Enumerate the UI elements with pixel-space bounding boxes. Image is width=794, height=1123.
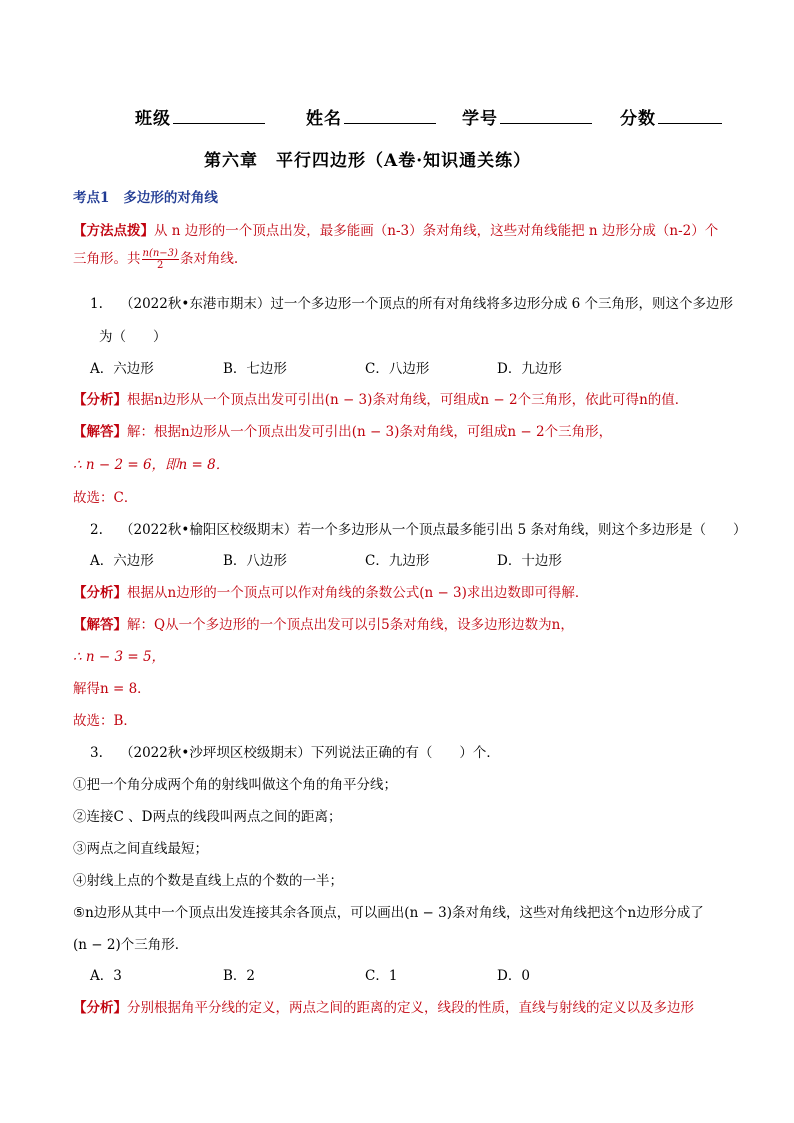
q1-stem-2: 为（ ）	[99, 329, 167, 345]
method-text-2b: 条对角线.	[179, 251, 239, 267]
q3-statement-2: ②连接C 、D两点的线段叫两点之间的距离；	[73, 809, 342, 825]
name-field[interactable]	[306, 104, 436, 129]
keypoint-text: 多边形的对角线	[123, 190, 218, 206]
q1-choice: 故选：C．	[73, 490, 138, 506]
q1-option-c[interactable]: C．八边形	[365, 361, 430, 377]
method-text-2a: 三角形。共	[73, 251, 141, 267]
keypoint-heading	[73, 186, 232, 206]
q3-stem-1: （2022秋•沙坪坝区校级期末）下列说法正确的有（ ）个．	[120, 745, 500, 761]
class-field[interactable]	[135, 104, 265, 129]
q1-option-b[interactable]: B．七边形	[223, 361, 287, 377]
q2-analysis-tag: 【分析】	[73, 585, 127, 601]
q2-stem-line-1	[90, 518, 747, 538]
q2-analysis-text: 根据从n边形的一个顶点可以作对角线的条数公式(n − 3)求出边数即可得解．	[127, 585, 589, 601]
q1-analysis	[73, 388, 688, 408]
q3-analysis-text: 分别根据角平分线的定义，两点之间的距离的定义，线段的性质，直线与射线的定义以及多边形	[127, 1000, 694, 1016]
score-blank[interactable]	[658, 107, 722, 124]
q2-choice: 故选：B．	[73, 713, 137, 729]
q2-stem-1: （2022秋•榆阳区校级期末）若一个多边形从一个顶点最多能引出 5 条对角线，则这个多边形是（ ）	[120, 522, 747, 538]
q3-statement-3: ③两点之间直线最短；	[73, 841, 208, 857]
class-label: 班级	[135, 109, 171, 129]
q3-analysis-tag: 【分析】	[73, 1000, 127, 1016]
q3-statement-5a: ⑤n边形从其中一个顶点出发连接其余各顶点，可以画出(n − 3)条对角线，这些对角线把这个n边形分成了	[73, 905, 704, 921]
number-label: 学号	[462, 109, 498, 129]
score-field[interactable]	[620, 104, 722, 129]
q2-option-d[interactable]: D．十边形	[497, 553, 562, 569]
q1-step-1: ∴ n − 2 = 6，即n = 8．	[73, 457, 230, 473]
q2-answer-text: 解：Q从一个多边形的一个顶点出发可以引5条对角线，设多边形边数为n，	[127, 617, 574, 633]
method-line-2	[73, 247, 238, 271]
q1-answer-tag: 【解答】	[73, 424, 127, 440]
q1-answer	[73, 420, 612, 440]
q3-analysis	[73, 996, 694, 1016]
q3-option-a[interactable]: A．3	[90, 968, 122, 984]
page-title: 第六章 平行四边形（A卷·知识通关练）	[204, 151, 532, 171]
name-blank[interactable]	[344, 107, 436, 124]
q2-answer	[73, 613, 574, 633]
q3-option-b[interactable]: B．2	[223, 968, 256, 984]
q3-stem-line-1	[90, 741, 500, 761]
q2-option-b[interactable]: B．八边形	[223, 553, 287, 569]
score-label: 分数	[620, 109, 656, 129]
keypoint-label: 考点1	[73, 190, 110, 206]
method-text-1: 从 n 边形的一个顶点出发，最多能画（n-3）条对角线，这些对角线能把 n 边形分成（n-2）个	[154, 223, 719, 239]
q1-option-a[interactable]: A．六边形	[90, 361, 154, 377]
q1-answer-text: 解：根据n边形从一个顶点出发可引出(n − 3)条对角线，可组成n − 2个三角形，	[127, 424, 613, 440]
number-blank[interactable]	[500, 107, 592, 124]
q2-option-a[interactable]: A．六边形	[90, 553, 154, 569]
q2-step-2: 解得n = 8．	[73, 681, 151, 697]
q1-stem-1: （2022秋•东港市期末）过一个多边形一个顶点的所有对角线将多边形分成 6 个三角形，则这个多边形	[120, 296, 733, 312]
q3-number: 3.	[90, 745, 103, 761]
q3-option-c[interactable]: C．1	[365, 968, 398, 984]
q3-statement-5b: (n − 2)个三角形．	[73, 937, 189, 953]
fraction-numerator: n(n−3)	[142, 248, 178, 259]
q2-analysis	[73, 581, 588, 601]
q1-stem-line-1	[90, 292, 733, 312]
q2-option-c[interactable]: C．九边形	[365, 553, 430, 569]
q1-analysis-text: 根据n边形从一个顶点出发可引出(n − 3)条对角线，可组成n − 2个三角形，依此可得n的值．	[127, 392, 689, 408]
q1-number: 1.	[90, 296, 103, 312]
q2-answer-tag: 【解答】	[73, 617, 127, 633]
name-label: 姓名	[306, 109, 342, 129]
q3-statement-1: ①把一个角分成两个角的射线叫做这个角的角平分线；	[73, 777, 397, 793]
fraction-denominator: 2	[157, 260, 164, 271]
q1-analysis-tag: 【分析】	[73, 392, 127, 408]
q1-option-d[interactable]: D．九边形	[497, 361, 562, 377]
method-line-1	[73, 219, 718, 239]
q3-option-d[interactable]: D．0	[497, 968, 530, 984]
class-blank[interactable]	[173, 107, 265, 124]
method-tag: 【方法点拨】	[73, 223, 154, 239]
number-field[interactable]	[462, 104, 592, 129]
diagonal-fraction	[142, 248, 179, 271]
q2-step-1: ∴ n − 3 = 5，	[73, 649, 166, 665]
q2-number: 2.	[90, 522, 103, 538]
q3-statement-4: ④射线上点的个数是直线上点的个数的一半；	[73, 873, 343, 889]
